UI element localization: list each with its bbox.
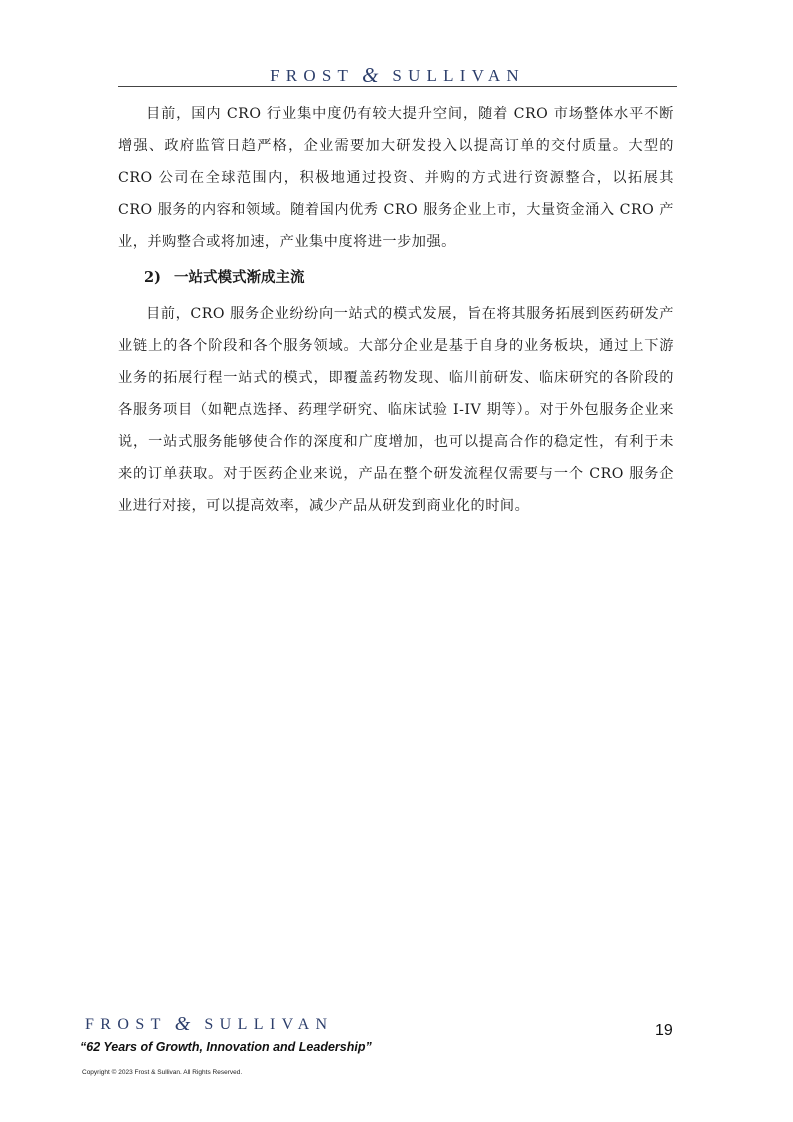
section-heading-number: 2) — [144, 269, 161, 286]
header-divider — [118, 86, 677, 87]
section-heading — [118, 258, 674, 298]
header-logo-ampersand: & — [362, 63, 379, 87]
footer-copyright: Copyright © 2023 Frost & Sullivan. All Rights Reserved. — [82, 1069, 243, 1076]
footer-logo-ampersand: & — [174, 1013, 191, 1035]
document-body — [118, 98, 674, 522]
footer-logo-frost: FROST — [85, 1016, 167, 1033]
header-logo — [118, 62, 677, 87]
header-logo-sullivan: SULLIVAN — [392, 66, 525, 85]
footer-tagline: “62 Years of Growth, Innovation and Leadership” — [80, 1040, 372, 1054]
page-number: 19 — [655, 1022, 673, 1039]
footer-logo-sullivan: SULLIVAN — [204, 1016, 334, 1033]
footer-logo — [85, 1012, 334, 1035]
header-logo-frost: FROST — [270, 66, 355, 85]
section-heading-text: 一站式模式渐成主流 — [174, 269, 305, 286]
paragraph-industry-concentration: 目前，国内 CRO 行业集中度仍有较大提升空间，随着 CRO 市场整体水平不断增强、政府监管日趋严格，企业需要加大研发投入以提高订单的交付质量。大型的 CRO 公司在全球范围内，积极地通过投资、并购的方式进行资源整合，以拓展其 CRO 服务的内容和领域。随着国内优秀 CRO 服务企业上市，大量资金涌入 CRO 产业，并购整合或将加速，产业集中度将进一步加强。 — [118, 106, 674, 250]
paragraph-one-stop-model: 目前，CRO 服务企业纷纷向一站式的模式发展，旨在将其服务拓展到医药研发产业链上的各个阶段和各个服务领域。大部分企业是基于自身的业务板块，通过上下游业务的拓展行程一站式的模式，即覆盖药物发现、临川前研发、临床研究的各阶段的各服务项目（如靶点选择、药理学研究、临床试验 I-IV 期等）。对于外包服务企业来说，一站式服务能够使合作的深度和广度增加，也可以提高合作的稳定性，有利于未来的订单获取。对于医药企业来说，产品在整个研发流程仅需要与一个 CRO 服务企业进行对接，可以提高效率，减少产品从研发到商业化的时间。 — [118, 306, 674, 514]
